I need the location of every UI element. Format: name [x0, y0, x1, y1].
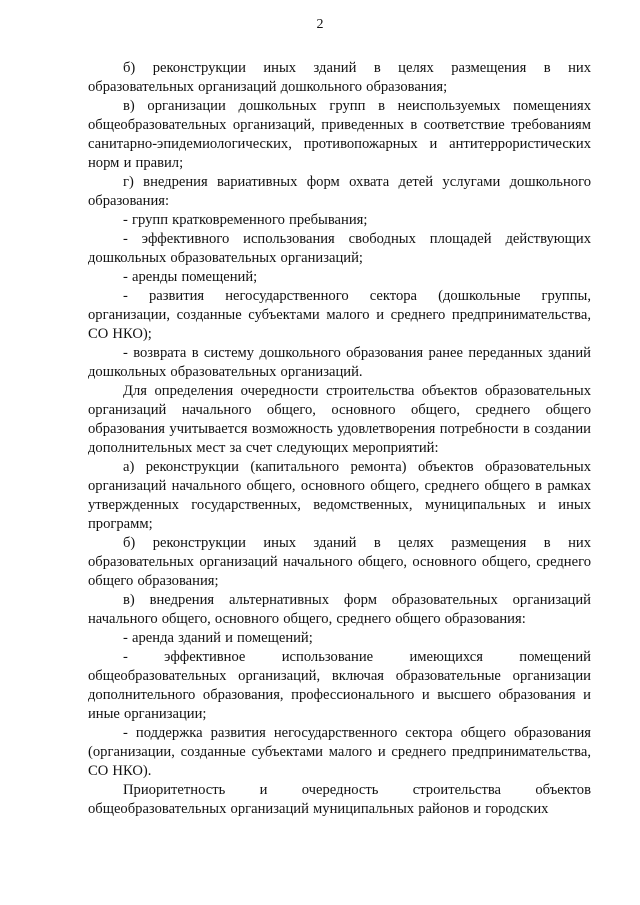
- paragraph-item-v-preschool-groups: в) организации дошкольных групп в неиспользуемых помещениях общеобразовательных организаций, приведенных в соответствие требованиям санитарно-эпидемиологических, противопожарных и антитеррористических норм и правил;: [88, 98, 591, 171]
- list-item-nonstate-support: - поддержка развития негосударственного сектора общего образования (организации, созданные субъектами малого и среднего предпринимательства, СО НКО).: [88, 725, 591, 779]
- list-item-effective-premises-use: - эффективное использование имеющихся помещений общеобразовательных организаций, включая образовательные организации дополнительного образования, профессионального и высшего образования и иные организации;: [88, 649, 591, 722]
- list-item-building-rental: - аренда зданий и помещений;: [123, 630, 313, 646]
- list-item-premises-rental: - аренды помещений;: [123, 269, 258, 285]
- document-body: [88, 59, 591, 819]
- paragraph-item-g-variative-forms: г) внедрения вариативных форм охвата детей услугами дошкольного образования:: [88, 174, 591, 209]
- paragraph-general-education-intro: Для определения очередности строительства объектов образовательных организаций начального общего, основного общего, среднего общего образования учитывается возможность удовлетворения потребности в создании дополнительных мест за счет следующих мероприятий:: [88, 383, 591, 456]
- page-number: 2: [316, 17, 324, 32]
- paragraph-item-b-reconstruction-preschool: б) реконструкции иных зданий в целях размещения в них образовательных организаций дошкольного образования;: [88, 60, 591, 95]
- paragraph-item-b-reconstruction-general: б) реконструкции иных зданий в целях размещения в них образовательных организаций начального общего, основного общего, среднего общего образования;: [88, 535, 591, 589]
- paragraph-priority-order: Приоритетность и очередность строительства объектов общеобразовательных организаций муниципальных районов и городских: [88, 782, 591, 817]
- list-item-return-of-buildings: - возврата в систему дошкольного образования ранее переданных зданий дошкольных образовательных организаций.: [88, 345, 591, 380]
- paragraph-item-a-capital-repair: а) реконструкции (капитального ремонта) объектов образовательных организаций начального общего, основного общего, среднего общего в рамках утвержденных государственных, ведомственных, муниципальных и иных программ;: [88, 459, 591, 532]
- list-item-short-stay-groups: - групп кратковременного пребывания;: [123, 212, 368, 228]
- list-item-free-space-use: - эффективного использования свободных площадей действующих дошкольных образовательных организаций;: [88, 231, 591, 266]
- paragraph-item-v-alternative-forms: в) внедрения альтернативных форм образовательных организаций начального общего, основного общего, среднего общего образования:: [88, 592, 591, 627]
- list-item-nonstate-sector: - развития негосударственного сектора (дошкольные группы, организации, созданные субъектами малого и среднего предпринимательства, СО НКО);: [88, 288, 591, 342]
